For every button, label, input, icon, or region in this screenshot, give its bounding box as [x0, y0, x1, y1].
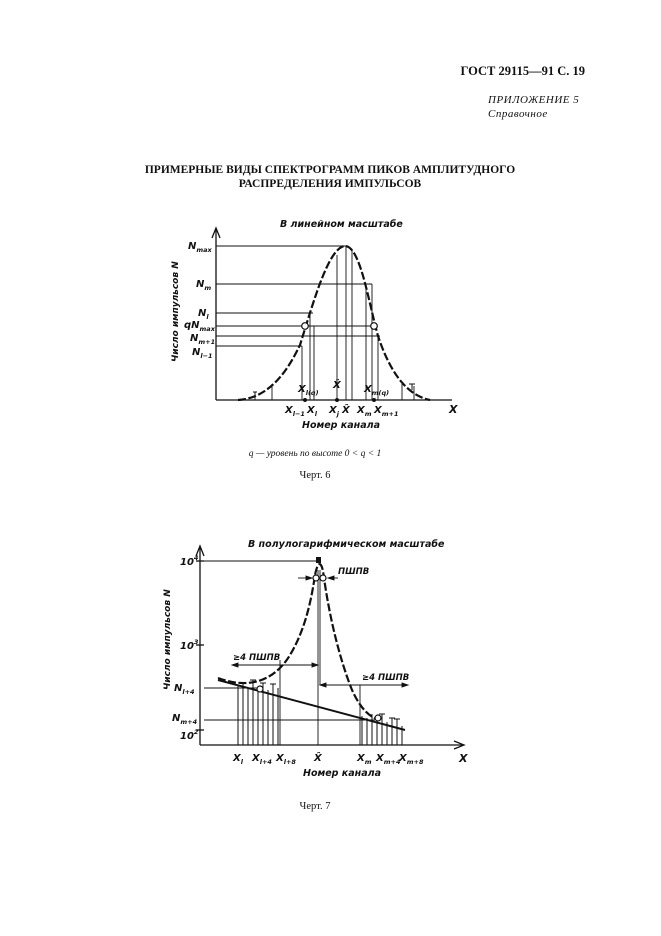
- fig2-x-tick-labels: [232, 751, 424, 766]
- svg-text:Xm: $X_m$: [357, 405, 372, 418]
- svg-text:Nl−1: $N_{l-1}$: [192, 347, 213, 360]
- fig2-axes: [196, 546, 464, 749]
- fig1-note: q — уровень по высоте 0 < q < 1: [248, 449, 382, 459]
- svg-text:Nm+1: $N_{m+1}$: [190, 333, 216, 346]
- svg-text:Xl+8: $X_{l+8}$: [276, 753, 296, 766]
- fig2-peak-curve: [218, 564, 380, 720]
- svg-text:Xm: $X_m$: [357, 753, 372, 766]
- svg-text:104: $10^4$: [180, 554, 199, 568]
- svg-text:ПШПВ: ПШПВ: [338, 567, 370, 577]
- svg-text:Nm: $N_m$: [196, 279, 212, 292]
- fig2-guide-lines: [204, 561, 375, 745]
- fig2-y-axis-label: Число импульсов N: [163, 589, 173, 690]
- fig1-y-axis-label: Число импульсов N: [171, 261, 181, 362]
- fig2-background-line: [218, 680, 405, 730]
- fig1-x-axis-label: X: [449, 403, 458, 416]
- fig1-scale-label: В линейном масштабе: [280, 219, 403, 230]
- fig2-caption: Черт. 7: [299, 801, 331, 812]
- svg-text:Xl−1: $X_{l-1}$: [285, 405, 305, 418]
- svg-text:Xl: $X_l$: [307, 405, 317, 418]
- document-title-line-1: ПРИМЕРНЫЕ ВИДЫ СПЕКТРОГРАММ ПИКОВ АМПЛИТУДНОГО: [144, 164, 516, 176]
- svg-text:X̂: X̂: [314, 753, 322, 764]
- svg-text:Xm+8: $X_{m+8}$: [399, 753, 424, 766]
- svg-text:103: $10^3$: [180, 638, 199, 652]
- svg-text:Xm+1: $X_{m+1}$: [374, 405, 399, 418]
- page-header: ГОСТ 29115—91 С. 19: [460, 64, 585, 78]
- svg-text:Nl: $N_l$: [198, 308, 209, 321]
- fig1-x-title: Номер канала: [302, 420, 380, 431]
- fig2-x-axis-label: X: [459, 752, 468, 765]
- svg-text:Nm+4: $N_{m+4}$: [172, 713, 198, 726]
- appendix-title: ПРИЛОЖЕНИЕ 5: [488, 94, 580, 106]
- svg-text:≥4 ПШПВ: ≥4 ПШПВ: [233, 653, 281, 663]
- svg-text:≥4 ПШПВ: ≥4 ПШПВ: [362, 673, 410, 683]
- svg-text:Xm(q): $X_{m(q)}$: [364, 384, 390, 397]
- svg-text:X̂: X̂: [333, 380, 341, 391]
- fig2-annotations: [233, 567, 409, 683]
- svg-text:Xm+4: $X_{m+4}$: [376, 753, 401, 766]
- svg-text:Nmax: $N_{max}$: [188, 241, 212, 254]
- fig2-x-title: Номер канала: [303, 768, 381, 779]
- svg-text:102: $10^2$: [180, 728, 199, 742]
- svg-text:Xl+4: $X_{l+4}$: [252, 753, 272, 766]
- svg-text:Xl(q): $X_{l(q)}$: [298, 384, 319, 397]
- appendix-subtitle: Справочное: [488, 108, 548, 120]
- svg-text:qNmax: $qN_{max}$: [184, 320, 215, 333]
- fig2-y-tick-labels: [172, 554, 199, 742]
- svg-text:Nl+4: $N_{l+4}$: [174, 683, 195, 696]
- svg-text:Xl: $X_l$: [233, 753, 243, 766]
- fig2-scale-label: В полулогарифмическом масштабе: [248, 539, 445, 550]
- fig2-peak-top: [316, 557, 321, 563]
- svg-text:X̂: X̂: [342, 405, 350, 416]
- document-title-line-2: РАСПРЕДЕЛЕНИЯ ИМПУЛЬСОВ: [238, 178, 422, 190]
- svg-text:Xj: $X_j$: [329, 405, 339, 418]
- fig1-caption: Черт. 6: [299, 470, 331, 481]
- fig2-points: [257, 575, 381, 721]
